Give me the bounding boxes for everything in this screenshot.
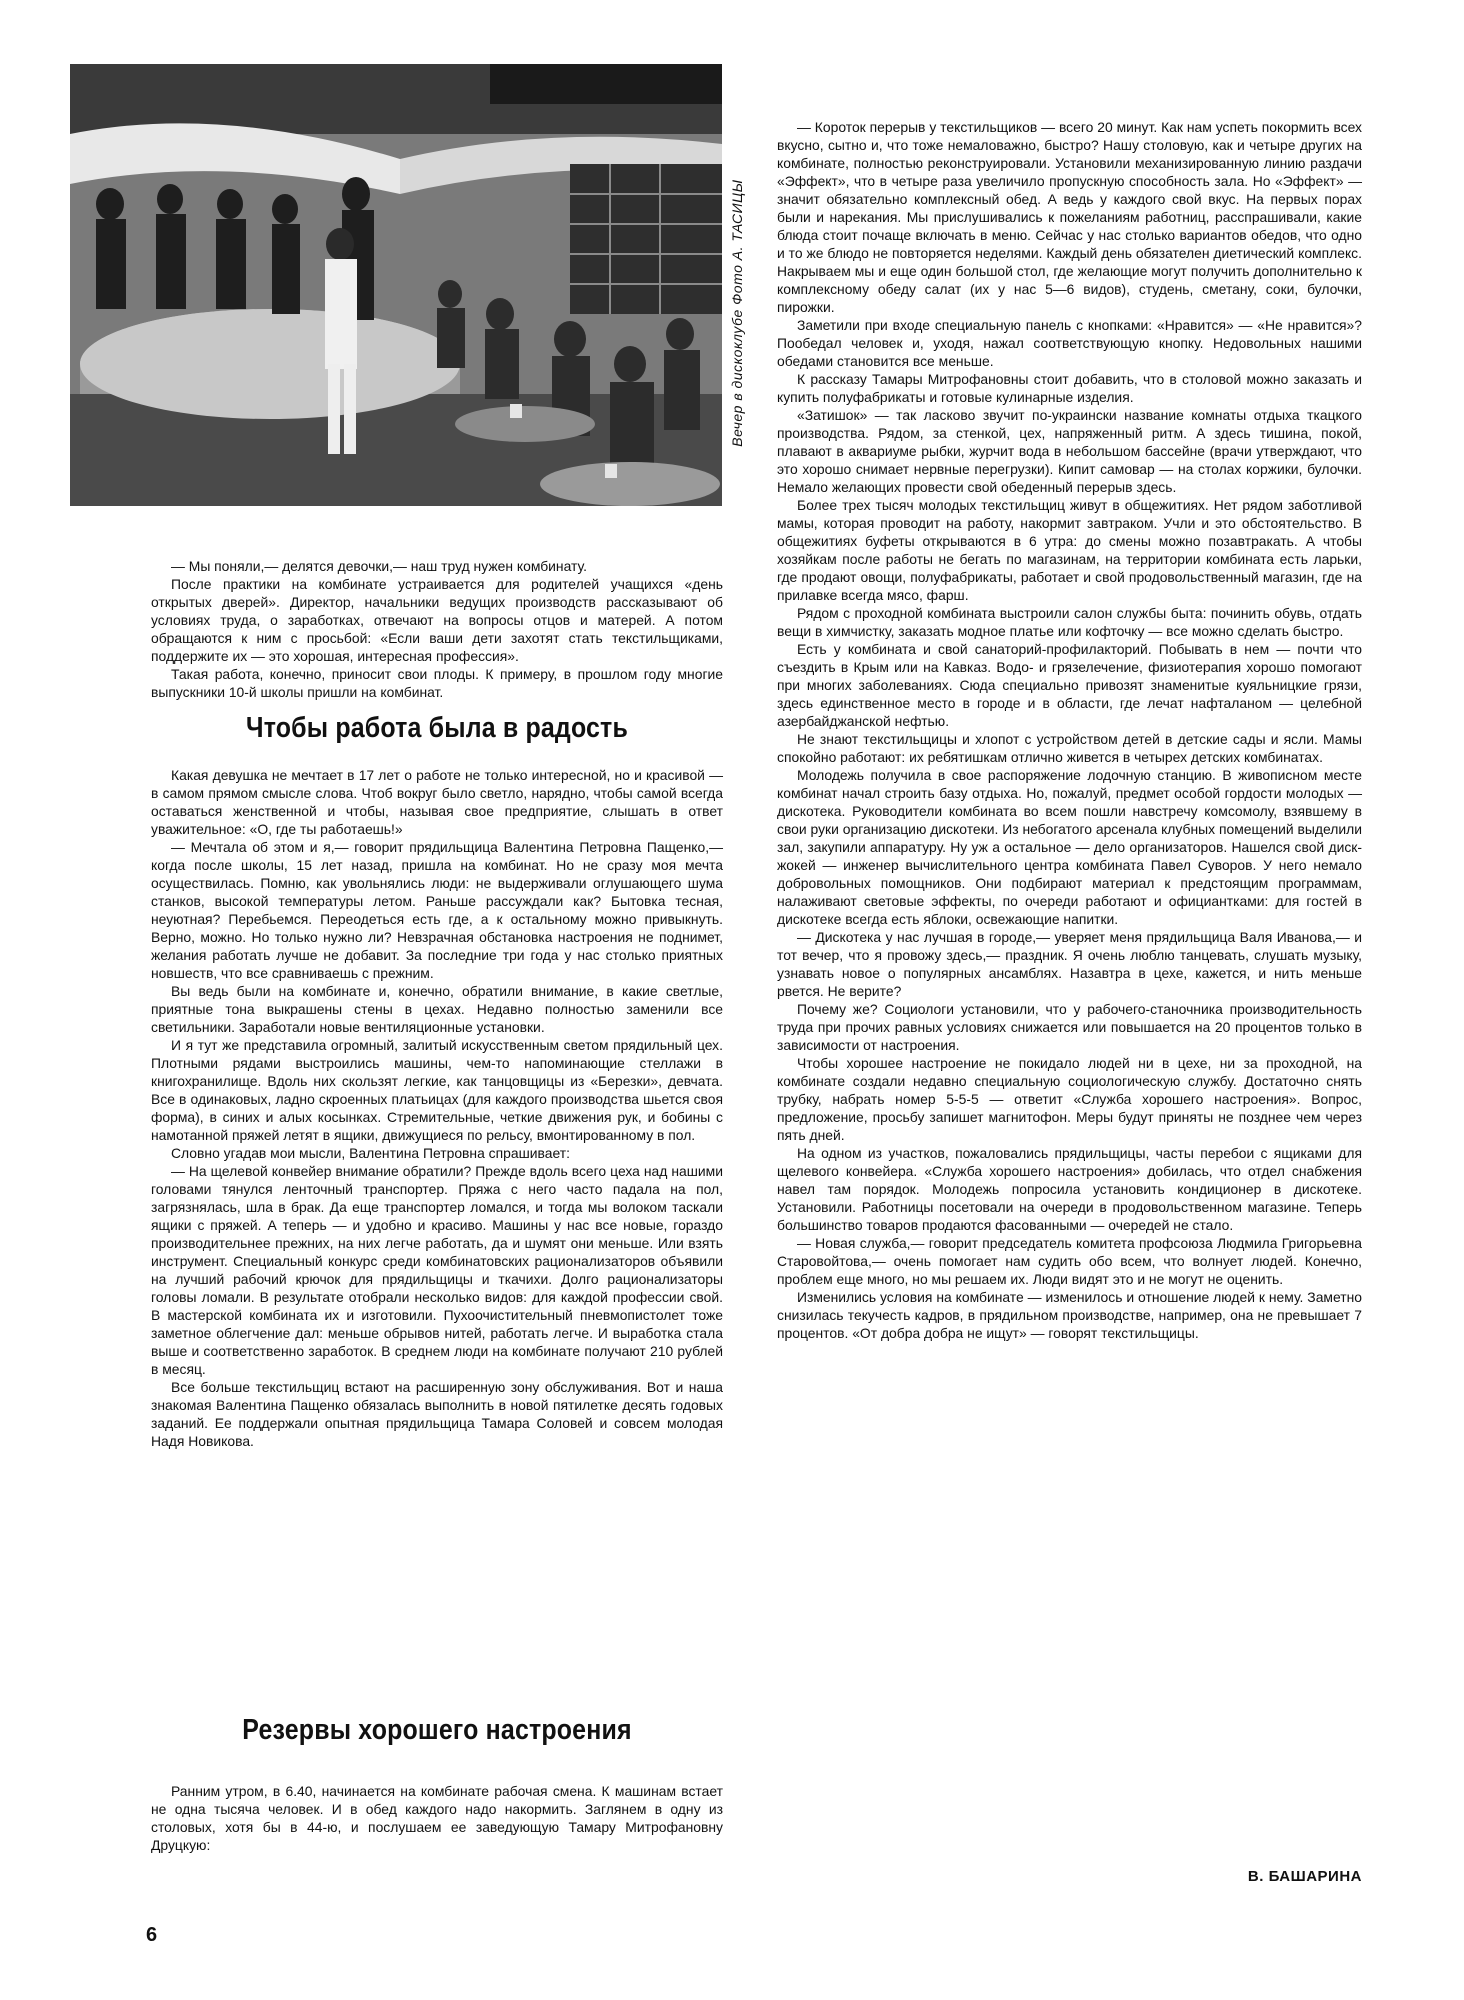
paragraph: Какая девушка не мечтает в 17 лет о работе не только интересной, но и красивой — в самом прямом смысле слова. Чтоб вокруг было светло, нарядно, чтобы самой всегда оставаться женственной и чтобы, называя свое предприятие, слышать в ответ уважительное: «О, где ты работаешь!» [151, 767, 723, 837]
paragraph: — Короток перерыв у текстильщиков — всего 20 минут. Как нам успеть покормить всех вкусно, сытно и, что тоже немаловажно, быстро? Нашу столовую, как и четыре других на комбинате, полностью реконструировали. Установили механизированную линию раздачи «Эффект», что в четыре раза увеличило пропускную способность зала. Но «Эффект» — значит обязательно комплексный обед. А ведь у каждого свой вкус. На первых порах были и нарекания. Мы прислушивались к пожеланиям работниц, расспрашивали, какие блюда стоит почаще включать в меню. Сейчас у нас столько вариантов обедов, что одно и то же блюдо не повторяется неделями. Каждый день обязателен диетический комплекс. Накрываем мы и еще один большой стол, где желающие могут получить дополнительно к комплексному обеду салат (их у нас 5—6 видов), студень, сметану, соки, булочки, пирожки. [777, 119, 1362, 315]
paragraph: — Новая служба,— говорит председатель комитета профсоюза Людмила Григорьевна Старовойтова,— очень помогает нам судить обо всем, что волнует людей. Конечно, проблем еще много, но мы решаем их. Люди видят это и не могут не оценить. [777, 1235, 1362, 1287]
paragraph: — Дискотека у нас лучшая в городе,— уверяет меня прядильщица Валя Иванова,— и тот вечер, что я провожу здесь,— праздник. Я очень люблю танцевать, слушать музыку, узнавать новое о популярных ансамблях. Назавтра в цехе, кажется, и нить меньше рвется. Не верите? [777, 929, 1362, 999]
section-heading-2: Резервы хорошего настроения [242, 1714, 632, 1746]
paragraph: К рассказу Тамары Митрофановны стоит добавить, что в столовой можно заказать и купить полуфабрикаты и готовые кулинарные изделия. [777, 371, 1362, 405]
paragraph: Все больше текстильщиц встают на расширенную зону обслуживания. Вот и наша знакомая Валентина Пащенко обязалась выполнить в новой пятилетке десять годовых заданий. Ее поддержали опытная прядильщица Тамара Соловей и совсем молодая Надя Новикова. [151, 1379, 723, 1449]
paragraph: Рядом с проходной комбината выстроили салон службы быта: починить обувь, отдать вещи в химчистку, заказать модное платье или кофточку — все можно сделать быстро. [777, 605, 1362, 639]
disco-photo [70, 64, 722, 506]
photo-credit-text: Вечер в дискоклубе Фото А. ТАСИЦЫ [729, 179, 745, 447]
paragraph: Не знают текстильщицы и хлопот с устройством детей в детские сады и ясли. Мамы спокойно работают: их ребятишкам отлично живется в четырех детских комбинатах. [777, 731, 1362, 765]
paragraph: Словно угадав мои мысли, Валентина Петровна спрашивает: [171, 1145, 570, 1161]
paragraph: Заметили при входе специальную панель с кнопками: «Нравится» — «Не нравится»? Пообедал человек и, уходя, нажал соответствующую кнопку. Недовольных нашими обедами становится все меньше. [777, 317, 1362, 369]
section2-text [151, 1782, 723, 1854]
paragraph: Молодежь получила в свое распоряжение лодочную станцию. В живописном месте комбинат начал строить базу отдыха. Но, пожалуй, предмет особой гордости молодых — дискотека. Руководители комбината во всем пошли навстречу комсомолу, взявшему в свои руки организацию дискотеки. Из небогатого арсенала клубных помещений выделили зал, закупили аппаратуру. Ну уж а остальное — дело организаторов. Нашелся свой диск-жокей — инженер вычислительного центра комбината Павел Суворов. У него немало добровольных помощников. Они подбирают материал к предстоящим программам, налаживают световые эффекты, по очереди работают и официантками: для гостей в дискотеке всегда есть яблоки, освежающие напитки. [777, 767, 1362, 927]
paragraph: Ранним утром, в 6.40, начинается на комбинате рабочая смена. К машинам встает не одна тысяча человек. И в обед каждого надо накормить. Заглянем в одну из столовых, хотя бы в 44-ю, и послушаем ее заведующую Тамару Митрофановну Друцкую: [151, 1783, 723, 1853]
paragraph: Такая работа, конечно, приносит свои плоды. К примеру, в прошлом году многие выпускники 10-й школы пришли на комбинат. [151, 666, 723, 700]
paragraph: — На щелевой конвейер внимание обратили? Прежде вдоль всего цеха над нашими головами тянулся ленточный транспортер. Пряжа с него часто падала на пол, загрязнялась, шла в брак. Да еще транспортер ломался, и тогда мы волоком таскали ящики с пряжей. А теперь — и удобно и красиво. Машины у нас все новые, гораздо производительнее прежних, на них легче работать, да и шумят они меньше. Или взять инструмент. Специальный конкурс среди комбинатовских рационализаторов объявили на лучший рабочий крючок для прядильщицы и ткачихи. Долго рационализаторы головы ломали. В результате отобрали несколько видов: для каждой профессии свой. В мастерской комбината их и изготовили. Пухоочистительный пневмопистолет тоже заметное облегчение дал: меньше обрывов нитей, работать легче. И выработка стала выше и соответственно заработок. В среднем люди на комбинате получают 210 рублей в месяц. [151, 1163, 723, 1377]
author-signature: В. БАШАРИНА [1247, 1868, 1362, 1885]
paragraph: — Мечтала об этом и я,— говорит прядильщица Валентина Петровна Пащенко,— когда после школы, 15 лет назад, пришла на комбинат. Но не сразу моя мечта осуществилась. Помню, как увольнялись люди: не выдерживали оглушающего шума станков, высокой температуры летом. Раньше рассуждали как? Бытовка тесная, неуютная? Перебьемся. Переодеться есть где, а к остальному можно привыкнуть. Верно, можно. Но только нужно ли? Невзрачная обстановка настроения не поднимет, желания работать лучше не добавит. За последние три года у нас столько приятных новшеств, что все сравниваешь с прежним. [151, 839, 723, 981]
paragraph: Есть у комбината и свой санаторий-профилакторий. Побывать в нем — почти что съездить в Крым или на Кавказ. Водо- и грязелечение, физиотерапия хорошо помогают при многих заболеваниях. Сюда специально привозят знаменитые куяльницкие грязи, здесь единственное место в городе и в области, где лечат нафталаном — целебной азербайджанской нефтью. [777, 641, 1362, 729]
intro-text [151, 557, 723, 701]
paragraph: «Затишок» — так ласково звучит по-украински название комнаты отдыха ткацкого производства. Рядом, за стенкой, цех, напряженный ритм. А здесь тишина, покой, плавают в аквариуме рыбки, журчит вода в небольшом бассейне (врачи утверждают, что это хорошо снимает нервные перегрузки). Кипит самовар — на столах коржики, булочки. Немало желающих провести свой обеденный перерыв здесь. [777, 407, 1362, 495]
paragraph: — Мы поняли,— делятся девочки,— наш труд нужен комбинату. [171, 558, 587, 574]
paragraph: На одном из участков, пожаловались прядильщицы, часты перебои с ящиками для щелевого конвейера. «Служба хорошего настроения» добилась, что отдел снабжения навел там порядок. Молодежь попросила установить кондиционер в дискотеке. Установили. Работницы посетовали на очереди в продовольственном магазине. Теперь большинство товаров продаются фасованными — очередей не стало. [777, 1145, 1362, 1233]
paragraph: Чтобы хорошее настроение не покидало людей ни в цехе, ни за проходной, на комбинате создали недавно специальную социологическую службу. Достаточно снять трубку, набрать номер 5-5-5 — ответит «Служба хорошего настроения». Вопрос, предложение, просьбу запишет магнитофон. Меры будут приняты не позднее чем через пять дней. [777, 1055, 1362, 1143]
paragraph: Почему же? Социологи установили, что у рабочего-станочника производительность труда при прочих равных условиях снижается или повышается на 20 процентов только в зависимости от настроения. [777, 1001, 1362, 1053]
photo-credit [724, 96, 750, 530]
paragraph: Изменились условия на комбинате — изменилось и отношение людей к нему. Заметно снизилась текучесть кадров, в прядильном производстве, например, она не превышает 7 процентов. «От добра добра не ищут» — говорят текстильщицы. [777, 1289, 1362, 1341]
paragraph: После практики на комбинате устраивается для родителей учащихся «день открытых дверей». Директор, начальники ведущих производств рассказывают об условиях труда, о заработках, отвечают на вопросы отцов и матерей. А потом обращаются к ним с просьбой: «Если ваши дети захотят стать текстильщиками, поддержите их — это хорошая, интересная профессия». [151, 576, 723, 664]
section1-text [151, 766, 723, 1450]
page-number: 6 [146, 1924, 158, 1946]
paragraph: Более трех тысяч молодых текстильщиц живут в общежитиях. Нет рядом заботливой мамы, которая проводит на работу, накормит завтраком. Учли и это обстоятельство. В общежитиях буфеты открываются в 6 утра: до смены можно позавтракать. А чтобы хозяйкам после работы не бегать по магазинам, на территории комбината есть ларьки, где продают овощи, полуфабрикаты, работает и свой продовольственный магазин, где на прилавке всегда мясо, фарш. [777, 497, 1362, 603]
right-column-text [777, 118, 1362, 1342]
section-heading-1: Чтобы работа была в радость [246, 712, 628, 744]
paragraph: Вы ведь были на комбинате и, конечно, обратили внимание, в какие светлые, приятные тона выкрашены стены в цехах. Недавно полностью заменили все светильники. Заработали новые вентиляционные установки. [151, 983, 723, 1035]
paragraph: И я тут же представила огромный, залитый искусственным светом прядильный цех. Плотными рядами выстроились машины, чем-то напоминающие стеллажи в книгохранилище. Вдоль них скользят легкие, как танцовщицы из «Березки», девчата. Все в одинаковых, ладно скроенных платьицах (для каждого производства шьется своя форма), в синих и алых косынках. Стремительные, четкие движения рук, и бобины с намотанной пряжей летят в ящики, движущиеся по рельсу, вмонтированному в пол. [151, 1037, 723, 1143]
